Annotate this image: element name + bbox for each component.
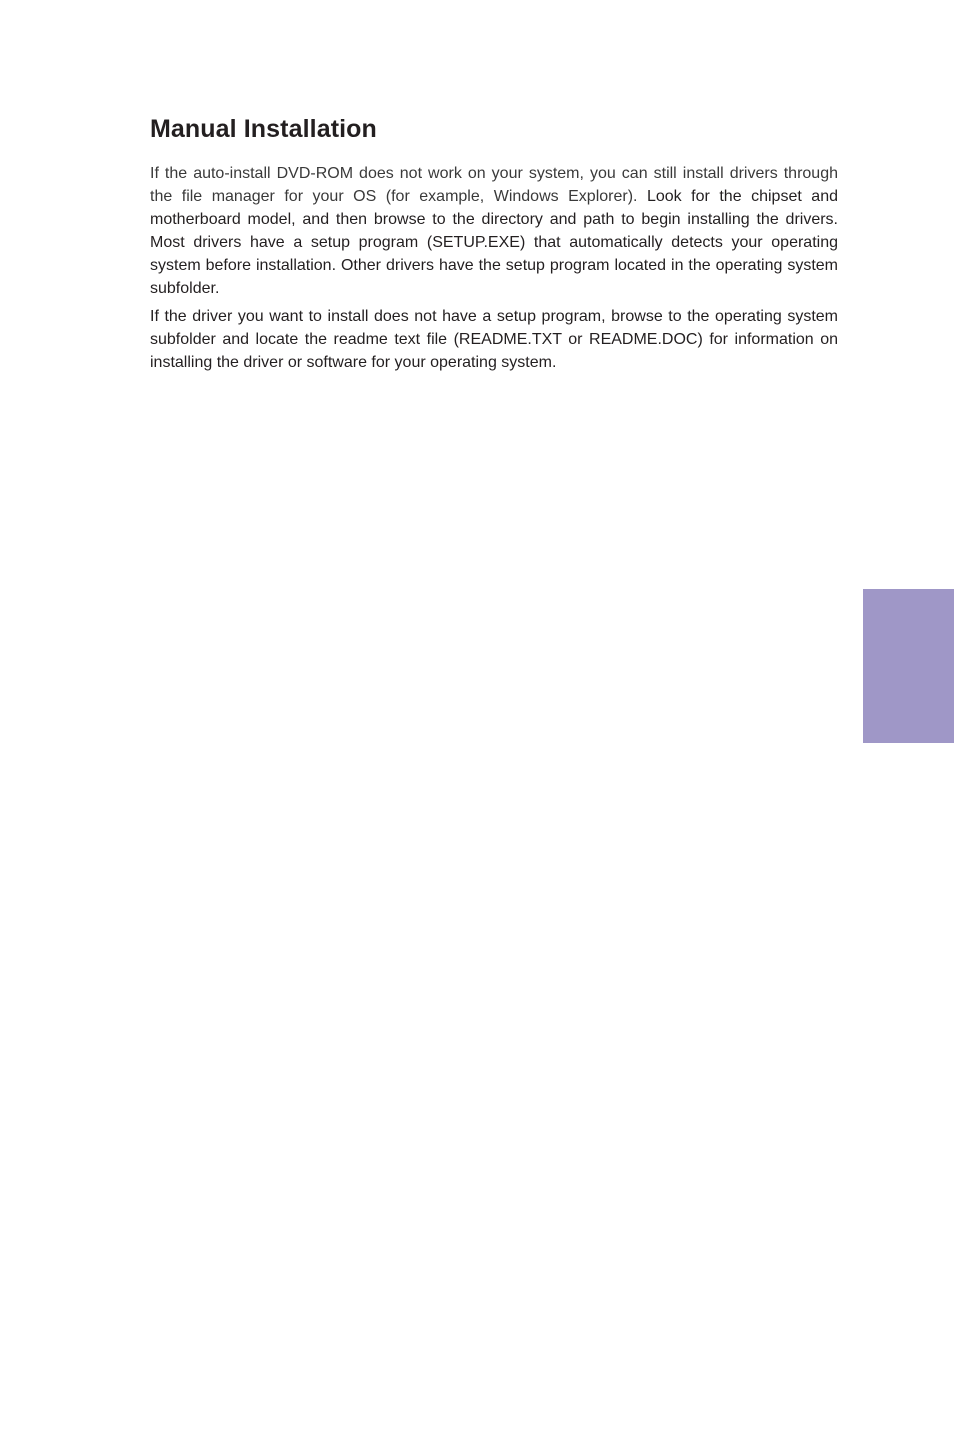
paragraph-2-text: If the driver you want to install does not have a setup program, browse to the operating system subfolder and locate the readme text file (README.TXT or README.DOC) for information on installing the driver or software for your operating system. xyxy=(150,308,838,371)
paragraph-1-rest: Look for the chipset and motherboard model, and then browse to the directory and path to begin installing the drivers. Most drivers have a setup program (SETUP.EXE) that automatically detects your operating system before installation. Other drivers have the setup program located in the operating system subfolder. xyxy=(150,188,839,297)
section-title: Manual Installation xyxy=(150,115,377,143)
chapter-thumb-tab xyxy=(863,589,954,743)
main-content xyxy=(150,112,838,379)
paragraph-1-lead: If the auto-install DVD-ROM does not work on your system, you can still install drivers through the file manager for your OS (for example, Windows Explorer). xyxy=(150,165,838,205)
paragraph-1 xyxy=(150,162,838,300)
paragraph-2 xyxy=(150,305,838,374)
